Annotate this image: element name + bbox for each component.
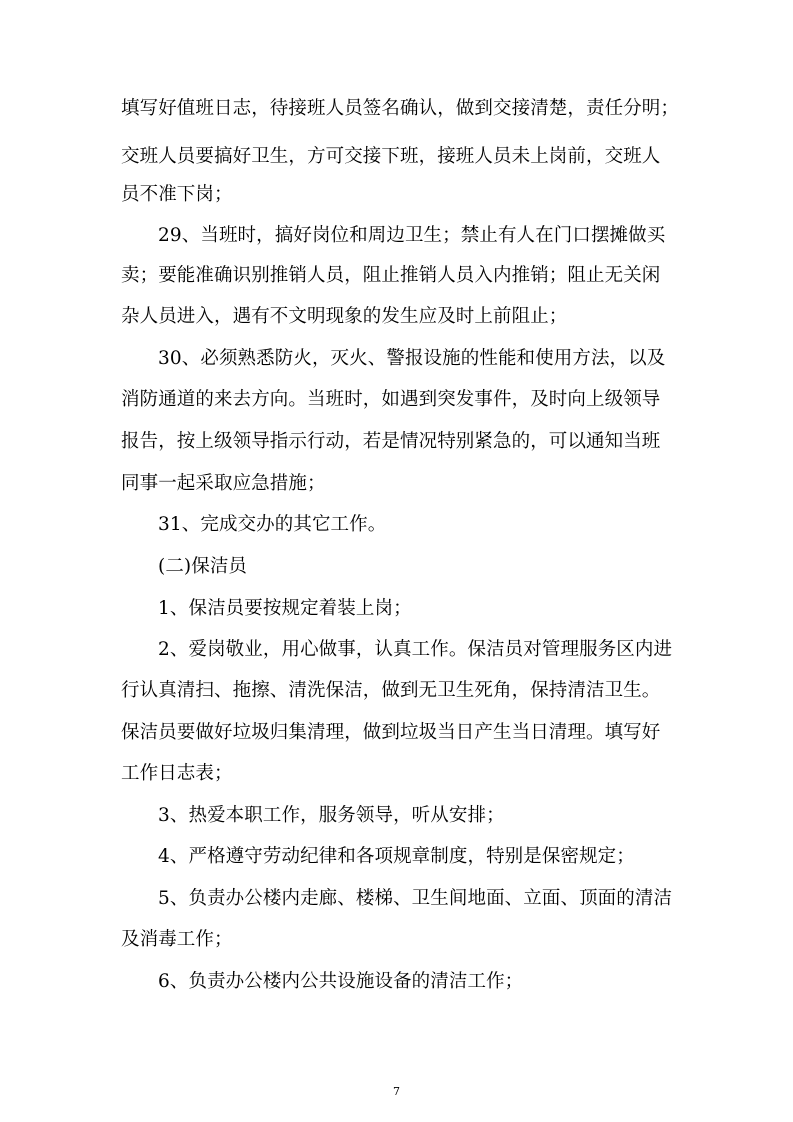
cleaner-item-1: 1、保洁员要按规定着装上岗；	[158, 598, 412, 619]
text-line: 交班人员要搞好卫生，方可交接下班，接班人员未上岗前，交班人	[121, 146, 661, 167]
text-line: 消防通道的来去方向。当班时，如遇到突发事件，及时向上级领导	[121, 389, 661, 410]
paragraph-29-start: 29、当班时，搞好岗位和周边卫生；禁止有人在门口摆摊做买	[158, 225, 666, 246]
page-number: 7	[393, 1085, 400, 1098]
cleaner-item-3: 3、热爱本职工作，服务领导，听从安排；	[158, 805, 505, 826]
paragraph-31: 31、完成交办的其它工作。	[158, 514, 387, 535]
section-heading-cleaner: (二)保洁员	[158, 556, 248, 577]
text-line: 员不准下岗；	[121, 184, 233, 205]
cleaner-item-6: 6、负责办公楼内公共设施设备的清洁工作；	[158, 971, 524, 992]
cleaner-item-5-start: 5、负责办公楼内走廊、楼梯、卫生间地面、立面、顶面的清洁	[158, 888, 673, 909]
text-line: 工作日志表；	[121, 763, 233, 784]
text-line: 同事一起采取应急措施；	[121, 473, 326, 494]
text-line: 行认真清扫、拖擦、清洗保洁，做到无卫生死角，保持清洁卫生。	[121, 680, 661, 701]
paragraph-30-start: 30、必须熟悉防火，灭火、警报设施的性能和使用方法，以及	[158, 348, 666, 369]
text-line: 杂人员进入，遇有不文明现象的发生应及时上前阻止；	[121, 306, 568, 327]
cleaner-item-4: 4、严格遵守劳动纪律和各项规章制度，特别是保密规定；	[158, 846, 635, 867]
text-line: 报告，按上级领导指示行动，若是情况特别紧急的，可以通知当班	[121, 431, 661, 452]
text-line: 保洁员要做好垃圾归集清理，做到垃圾当日产生当日清理。填写好	[121, 722, 661, 743]
text-line: 填写好值班日志，待接班人员签名确认，做到交接清楚，责任分明；	[121, 98, 680, 119]
text-line: 及消毒工作；	[121, 929, 233, 950]
text-line: 卖；要能准确识别推销人员，阻止推销人员入内推销；阻止无关闲	[121, 265, 661, 286]
cleaner-item-2-start: 2、爱岗敬业，用心做事，认真工作。保洁员对管理服务区内进	[158, 639, 673, 660]
